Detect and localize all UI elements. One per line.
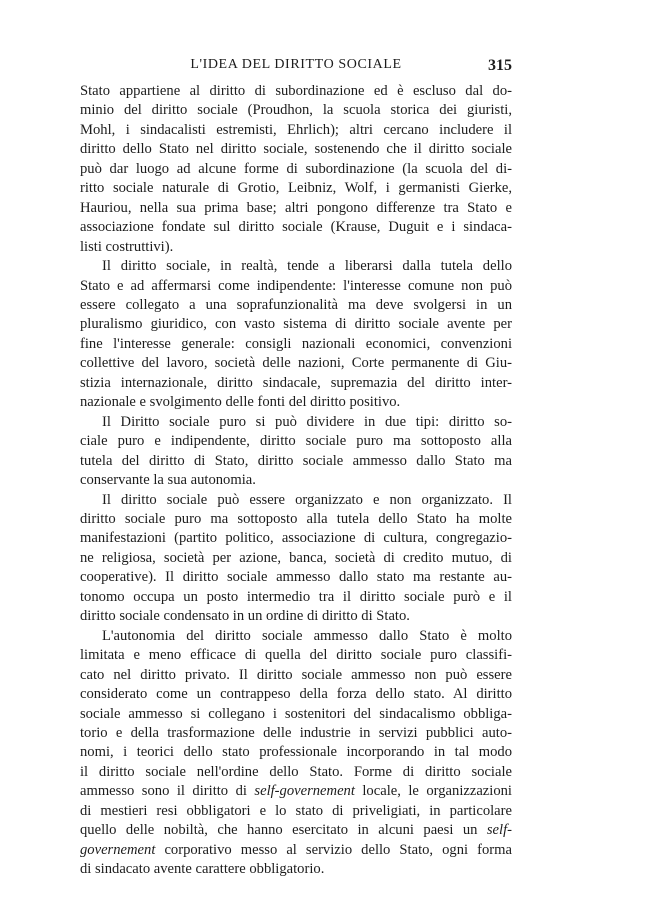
text-line: Il Diritto sociale puro si può dividere in due tipi: diritto so- xyxy=(102,413,512,430)
page-header xyxy=(80,57,512,81)
text-line: essere collegato a una soprafunzionalità ma deve svolgersi in un xyxy=(80,296,512,313)
body-text xyxy=(80,82,512,880)
text-line: ammesso sono il diritto di self-governement locale, le organizzazioni xyxy=(80,783,512,800)
text-line: fine l'interesse generale: consigli nazionali economici, convenzioni xyxy=(80,335,512,352)
text-line: ne religiosa, società per azione, banca, società di credito mutuo, di xyxy=(80,549,512,566)
text-line: Stato e ad affermarsi come indipendente: l'interesse comune non può xyxy=(80,277,512,294)
text-line: limitata e meno efficace di quella del diritto sociale puro classifi- xyxy=(80,647,512,664)
text-line: pluralismo giuridico, con vasto sistema di diritto sociale avente per xyxy=(80,316,512,333)
page-number: 315 xyxy=(488,57,512,74)
paragraph xyxy=(80,257,512,413)
text-line: diritto dello Stato nel diritto sociale, sostenendo che il diritto sociale xyxy=(80,141,512,158)
paragraph xyxy=(80,627,512,880)
text-line: nazionale e svolgimento delle fonti del diritto positivo. xyxy=(80,394,401,411)
text-line: il diritto sociale nell'ordine dello Stato. Forme di diritto sociale xyxy=(80,763,512,780)
text-line: torio e della trasformazione delle industrie in servizi pubblici auto- xyxy=(80,724,512,741)
text-line: tonomo occupa un posto intermedio tra il diritto sociale purò e il xyxy=(80,588,512,605)
text-line: ritto sociale naturale di Grotio, Leibniz, Wolf, i germanisti Gierke, xyxy=(80,180,512,197)
text-line: Mohl, i sindacalisti estremisti, Ehrlich); altri cercano includere il xyxy=(80,121,512,138)
text-line: collettive del lavoro, società delle nazioni, Corte permanente di Giu- xyxy=(80,355,512,372)
text-line: considerato come un contrappeso della forza dello stato. Al diritto xyxy=(80,686,512,703)
text-line: può dar luogo ad alcune forme di subordinazione (la scuola del di- xyxy=(80,160,512,177)
text-line: diritto sociale condensato in un ordine di diritto di Stato. xyxy=(80,608,410,625)
text-line: di mestieri resi obbligatori e lo stato di priveligiati, in particolare xyxy=(80,802,512,819)
text-line: cato nel diritto privato. Il diritto sociale ammesso non può essere xyxy=(80,666,512,683)
text-line: Stato appartiene al diritto di subordinazione ed è escluso dal do- xyxy=(80,83,512,99)
text-line: sociale ammesso si collegano i sostenitori del sindacalismo obbliga- xyxy=(80,705,512,722)
text-line: listi costruttivi). xyxy=(80,238,174,255)
text-line: L'autonomia del diritto sociale ammesso dallo Stato è molto xyxy=(102,627,512,644)
text-line: Hauriou, nella sua prima base; altri pongono differenze tra Stato e xyxy=(80,199,512,216)
text-line: governement corporativo messo al servizio dello Stato, ogni forma xyxy=(80,841,512,858)
text-line: ciale puro e indipendente, diritto sociale puro ma sottoposto alla xyxy=(80,433,512,450)
text-line: quello delle nobiltà, che hanno esercitato in alcuni paesi un self- xyxy=(80,822,512,839)
paragraph xyxy=(80,82,512,257)
text-line: minio del diritto sociale (Proudhon, la scuola storica dei giuristi, xyxy=(80,102,512,119)
text-line: stizia internazionale, diritto sindacale, supremazia del diritto inter- xyxy=(80,374,512,391)
text-line: conservante la sua autonomia. xyxy=(80,472,256,489)
paragraph xyxy=(80,491,512,627)
text-line: Il diritto sociale, in realtà, tende a liberarsi dalla tutela dello xyxy=(102,258,512,275)
text-line: manifestazioni (partito politico, associazione di cultura, congregazio- xyxy=(80,530,512,547)
text-line: nomi, i teorici dello stato professionale incorporando in tal modo xyxy=(80,744,512,761)
running-title: L'IDEA DEL DIRITTO SOCIALE xyxy=(190,57,402,72)
text-line: Il diritto sociale può essere organizzato e non organizzato. Il xyxy=(102,491,512,508)
paragraph xyxy=(80,413,512,491)
text-line: cooperative). Il diritto sociale ammesso dallo stato ma restante au- xyxy=(80,569,512,586)
text-line: diritto sociale puro ma sottoposto alla tutela dello Stato ha molte xyxy=(80,510,512,527)
text-line: associazione fondate sul diritto sociale (Krause, Duguit e i sindaca- xyxy=(80,219,512,236)
text-line: di sindacato avente carattere obbligatorio. xyxy=(80,861,325,878)
text-line: tutela del diritto di Stato, diritto sociale ammesso dallo Stato ma xyxy=(80,452,512,469)
